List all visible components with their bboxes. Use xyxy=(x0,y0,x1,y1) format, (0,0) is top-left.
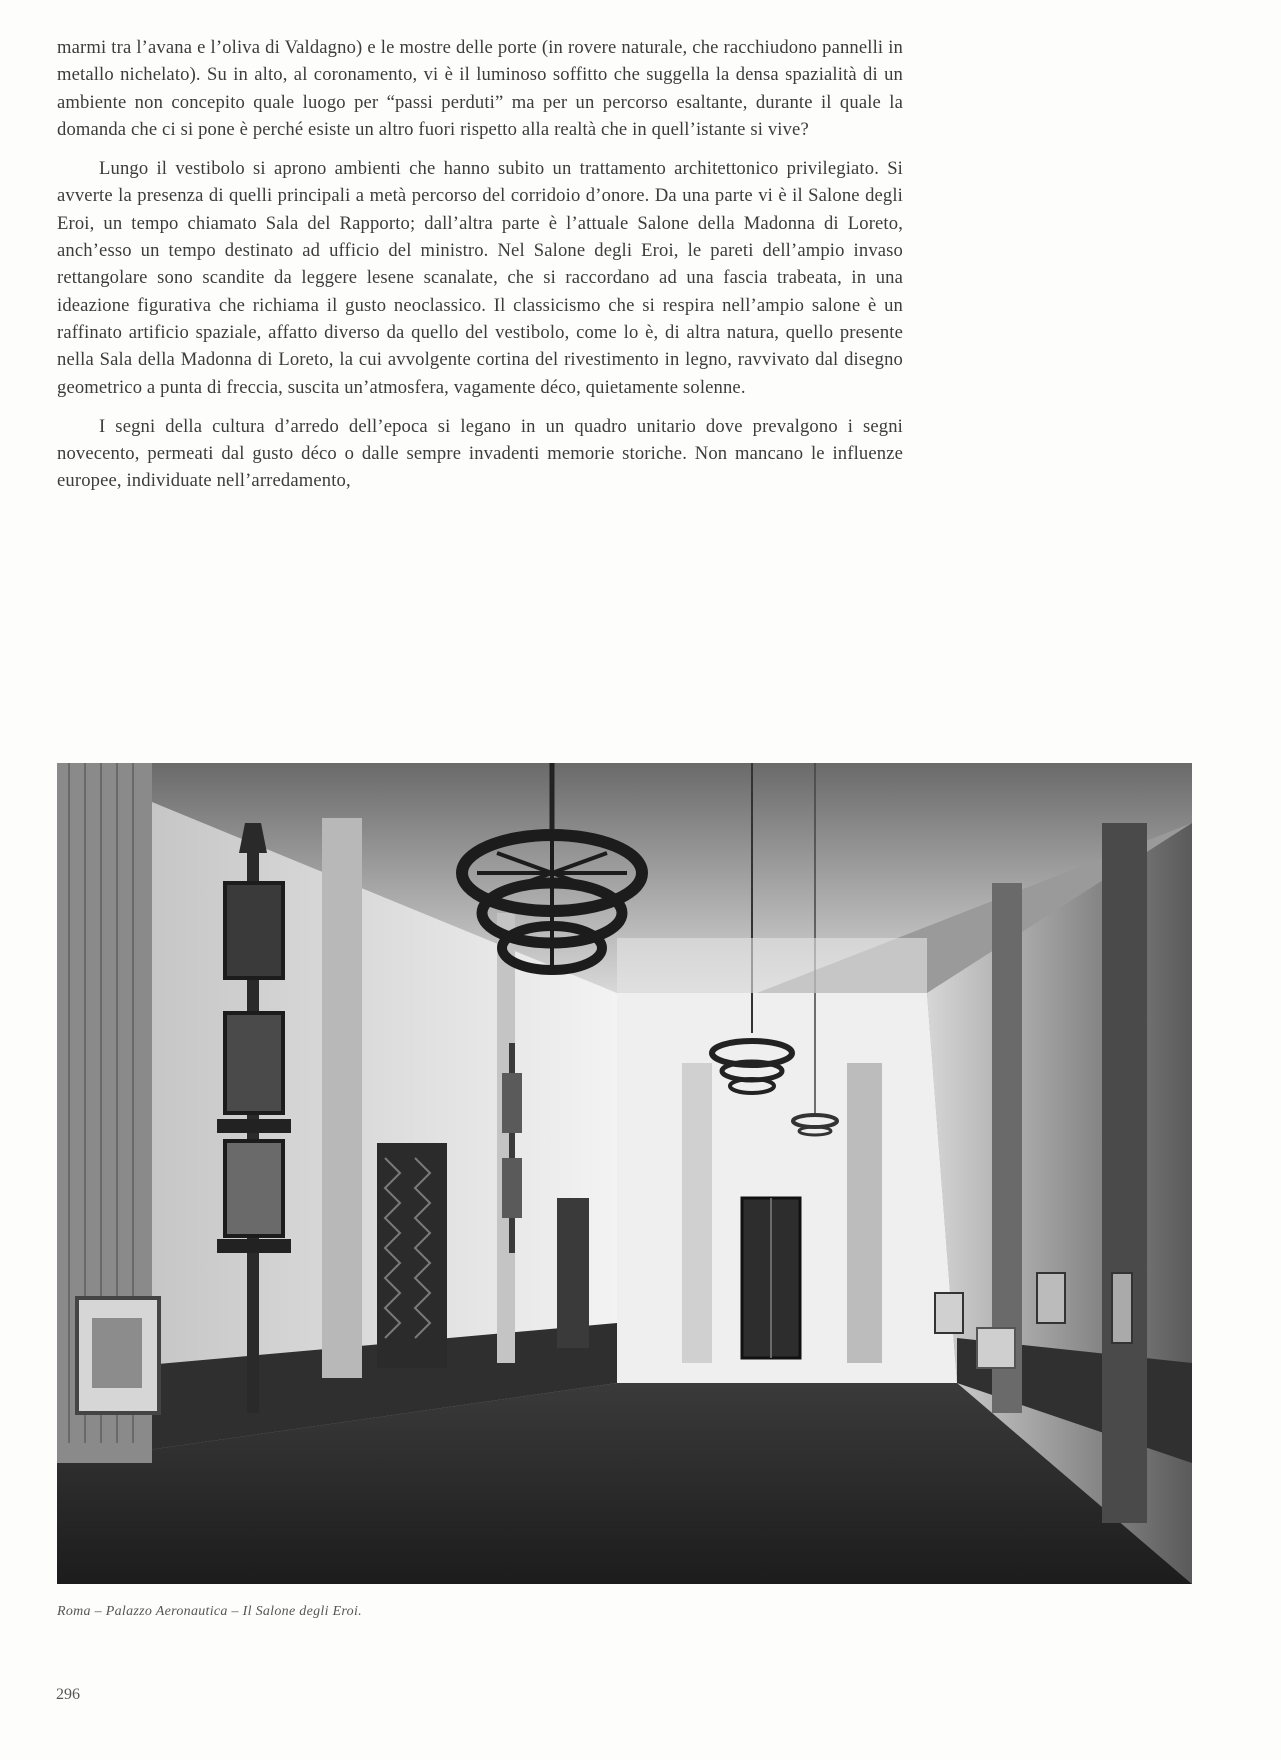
page-number: 296 xyxy=(56,1686,80,1703)
paragraph-1: marmi tra l’avana e l’oliva di Valdagno) e le mostre delle porte (in rovere naturale, che racchiudono pannelli in metallo nichelato). Su in alto, al coronamento, vi è il luminoso soffitto che suggella la densa spazialità di un ambiente non concepito quale luogo per “passi perduti” ma per un percorso esaltante, durante il quale la domanda che ci si pone è perché esiste un altro fuori rispetto alla realtà che in quell’istante si vive? xyxy=(57,37,903,140)
paragraph-2: Lungo il vestibolo si aprono ambienti che hanno subito un trattamento architettonico privilegiato. Si avverte la presenza di quelli principali a metà percorso del corridoio d’onore. Da una parte vi è il Salone degli Eroi, un tempo chiamato Sala del Rapporto; dall’altra parte è l’attuale Salone della Madonna di Loreto, anch’esso un tempo destinato ad ufficio del ministro. Nel Salone degli Eroi, le pareti dell’ampio invaso rettangolare sono scandite da leggere lesene scanalate, che si raccordano ad una fascia trabeata, in una ideazione figurativa che richiama il gusto neoclassico. Il classicismo che si respira nell’ampio salone è un raffinato artificio spaziale, affatto diverso da quello del vestibolo, come lo è, di altra natura, quello presente nella Sala della Madonna di Loreto, la cui avvolgente cortina del rivestimento in legno, ravvivato dal disegno geometrico a punta di freccia, suscita un’atmosfera, vagamente déco, quietamente solenne. xyxy=(57,158,903,398)
figure-caption: Roma – Palazzo Aeronautica – Il Salone degli Eroi. xyxy=(57,1604,362,1619)
photograph-salone-degli-eroi xyxy=(57,763,1192,1584)
body-text xyxy=(57,34,903,507)
paragraph-3: I segni della cultura d’arredo dell’epoca si legano in un quadro unitario dove prevalgono i segni novecento, permeati dal gusto déco o dalle sempre invadenti memorie storiche. Non mancano le influenze europee, individuate nell’arredamento, xyxy=(57,415,903,492)
